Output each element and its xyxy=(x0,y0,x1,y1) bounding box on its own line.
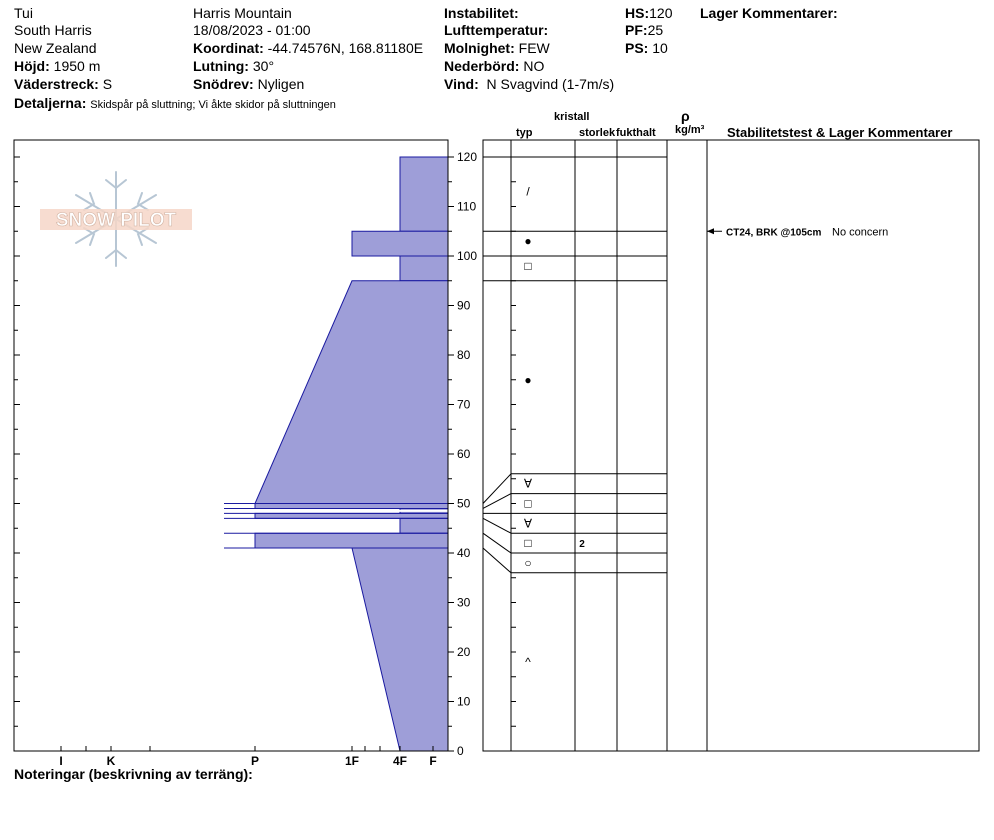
wind-value: N Svagvind (1-7m/s) xyxy=(486,76,615,92)
elevation-value: 1950 m xyxy=(53,58,101,74)
crystal-type-symbol: ○ xyxy=(524,555,532,570)
coordinates-value: -44.74576N, 168.81180E xyxy=(267,40,424,56)
notes-label: Noteringar (beskrivning av terräng): xyxy=(14,766,253,782)
ski-penetration-label: PS: xyxy=(625,40,649,56)
sky-cover-value: FEW xyxy=(518,40,550,56)
aspect-label: Väderstreck: xyxy=(14,76,99,92)
crystal-type-symbol: ∀ xyxy=(523,516,533,531)
col-header-density-unit: kg/m³ xyxy=(675,124,705,136)
boundary-connector xyxy=(483,533,511,553)
wind-label: Vind: xyxy=(444,76,479,92)
y-tick-label: 40 xyxy=(457,546,471,560)
precipitation-value: NO xyxy=(523,58,545,74)
boundary-connector xyxy=(483,474,511,504)
crystal-type-symbol: ^ xyxy=(525,654,531,669)
hardness-layers xyxy=(224,157,448,751)
x-tick-label: F xyxy=(429,754,437,768)
precipitation-label: Nederbörd: xyxy=(444,58,520,74)
crystal-type-symbol: □ xyxy=(524,536,532,551)
col-header-rho: ρ xyxy=(681,108,690,124)
layer-comments-label: Lager Kommentarer: xyxy=(700,5,838,21)
observation-datetime: 18/08/2023 - 01:00 xyxy=(193,22,311,38)
snowpilot-logo xyxy=(40,172,192,266)
air-temperature-label: Lufttemperatur: xyxy=(444,22,549,38)
y-tick-label: 20 xyxy=(457,645,471,659)
country-name: New Zealand xyxy=(14,40,97,56)
crystal-size-value: 2 xyxy=(579,539,585,551)
hardness-layer xyxy=(255,513,448,518)
wind-loading-label: Snödrev: xyxy=(193,76,254,92)
x-tick-label: 1F xyxy=(344,754,360,768)
hardness-layer xyxy=(400,157,448,231)
location-name: Harris Mountain xyxy=(193,5,292,21)
coordinates-label: Koordinat: xyxy=(193,40,264,56)
boundary-connector xyxy=(483,518,511,533)
sky-cover-label: Molnighet: xyxy=(444,40,515,56)
hardness-layer xyxy=(400,256,448,281)
hardness-layer xyxy=(255,533,448,548)
boundary-connector xyxy=(483,548,511,573)
stability-arrowhead xyxy=(707,228,714,234)
col-header-type: typ xyxy=(516,127,533,139)
hardness-layer xyxy=(255,281,448,504)
y-tick-label: 120 xyxy=(457,150,478,164)
wind-loading-value: Nyligen xyxy=(257,76,305,92)
details-label: Detaljerna: xyxy=(14,95,87,111)
ski-penetration-value: 10 xyxy=(652,40,668,56)
crystal-symbols xyxy=(524,185,585,669)
y-tick-label: 30 xyxy=(457,595,471,610)
stability-test-result: CT24, BRK @105cm xyxy=(726,227,822,239)
y-tick-label: 80 xyxy=(457,348,471,362)
crystal-type-symbol: / xyxy=(526,184,530,199)
region-name: South Harris xyxy=(14,22,92,38)
observer-name: Tui xyxy=(14,5,33,21)
snowpilot-logo-text: SNOW PILOT xyxy=(55,210,177,231)
aspect-value: S xyxy=(102,76,113,92)
snow-height-value: 120 xyxy=(649,5,673,21)
foot-penetration-label: PF: xyxy=(625,22,648,38)
x-tick-label: K xyxy=(106,754,116,768)
x-tick-label: I xyxy=(59,754,63,768)
y-tick-label: 110 xyxy=(457,199,477,214)
boundary-connector xyxy=(483,494,511,509)
stability-test-comment: No concern xyxy=(832,226,889,239)
instability-label: Instabilitet: xyxy=(444,5,519,21)
y-tick-label: 100 xyxy=(457,249,478,263)
y-tick-label: 70 xyxy=(457,397,471,412)
stability-tests xyxy=(707,226,888,238)
y-tick-label: 0 xyxy=(457,744,464,758)
crystal-type-symbol: ● xyxy=(524,234,532,249)
col-header-crystal: kristall xyxy=(554,111,590,123)
x-tick-label: P xyxy=(250,754,260,768)
hardness-layer xyxy=(255,504,448,509)
hardness-axis xyxy=(59,746,436,768)
y-tick-label: 90 xyxy=(457,298,471,313)
details-value: Skidspår på sluttning; Vi åkte skidor på sluttningen xyxy=(90,99,336,111)
y-tick-label: 60 xyxy=(457,447,471,461)
slope-value: 30° xyxy=(252,58,275,74)
x-tick-label: 4F xyxy=(392,754,408,768)
y-tick-label: 50 xyxy=(457,496,471,511)
hardness-layer xyxy=(400,518,448,533)
col-header-size: storlek xyxy=(579,127,616,139)
hardness-layer xyxy=(352,548,448,751)
elevation-label: Höjd: xyxy=(14,58,50,74)
foot-penetration-value: 25 xyxy=(647,22,664,38)
y-tick-label: 10 xyxy=(457,694,471,709)
col-header-stability: Stabilitetstest & Lager Kommentarer xyxy=(727,125,953,140)
crystal-type-symbol: ∀ xyxy=(523,476,533,491)
table-ticks xyxy=(511,157,516,751)
hardness-layer xyxy=(352,231,448,256)
col-header-moisture: fukthalt xyxy=(616,127,656,139)
snow-height-label: HS: xyxy=(625,5,650,21)
crystal-type-symbol: ● xyxy=(524,372,532,387)
slope-label: Lutning: xyxy=(193,58,249,74)
crystal-type-symbol: □ xyxy=(524,258,532,273)
crystal-type-symbol: □ xyxy=(524,496,532,511)
